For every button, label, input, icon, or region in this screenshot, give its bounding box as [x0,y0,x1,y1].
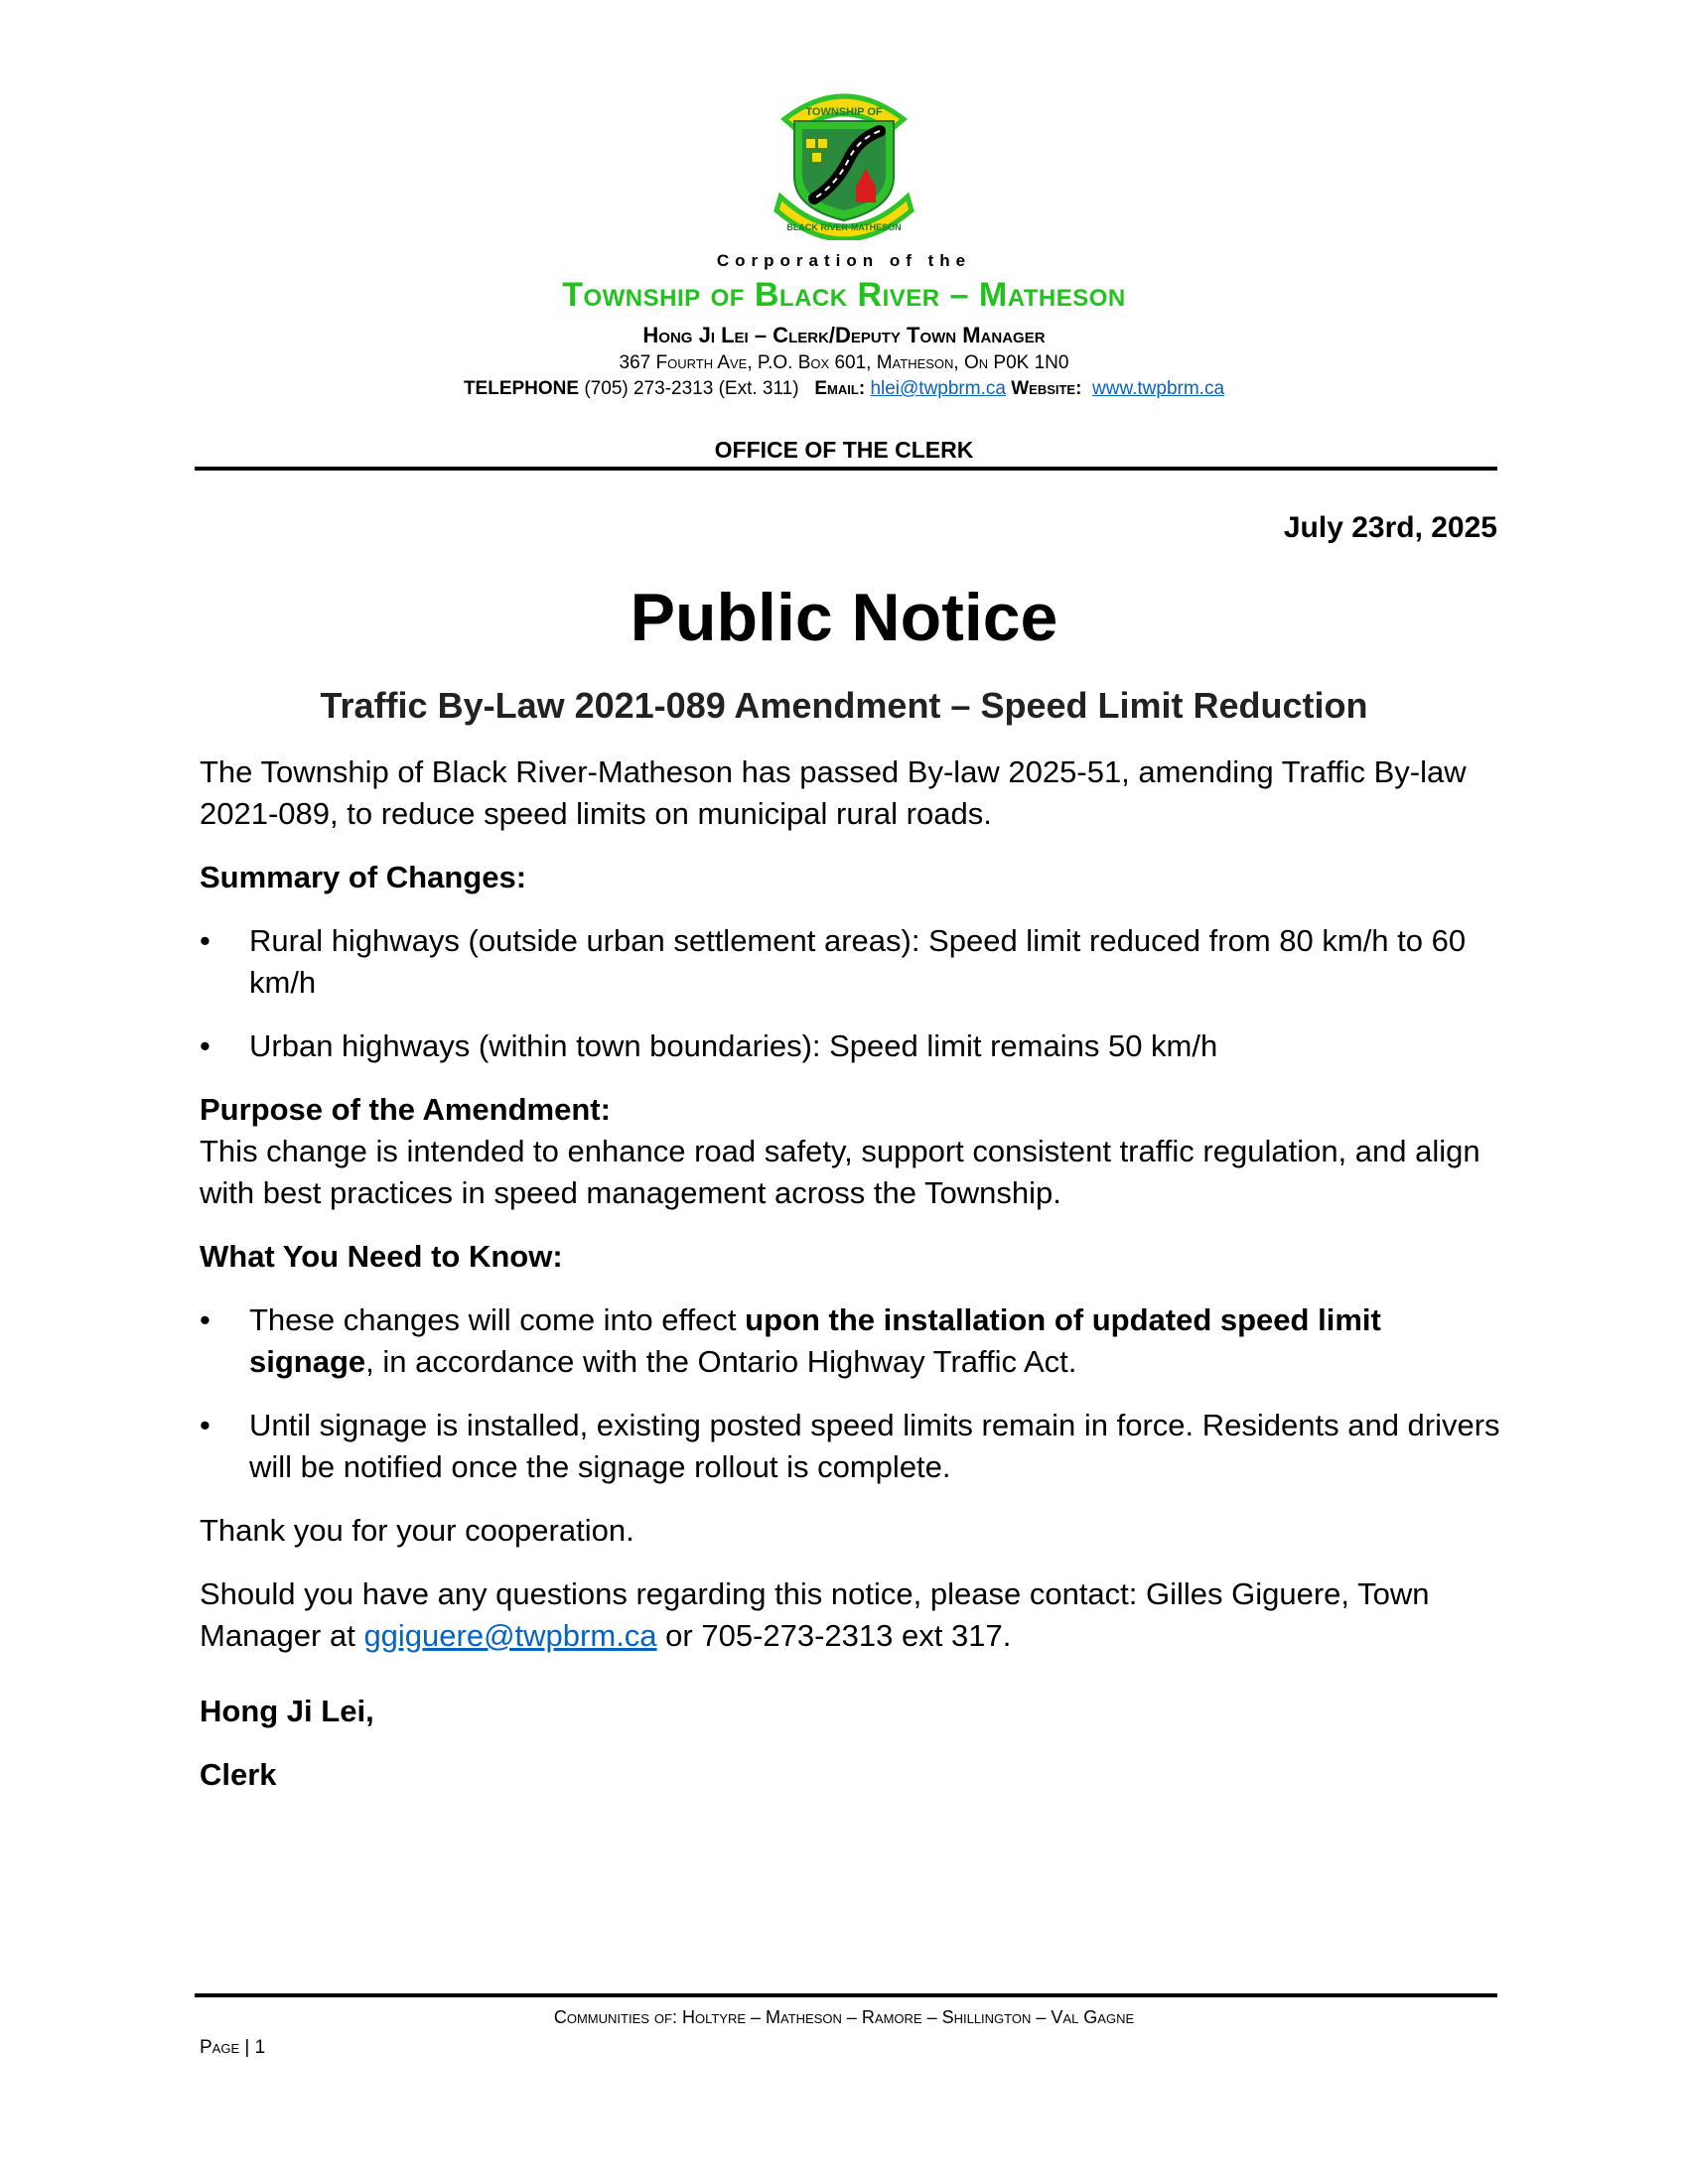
telephone-label: TELEPHONE [463,378,580,399]
township-name: Township of Black River – Matheson [562,276,1126,314]
list-item: • Rural highways (outside urban settlement areas): Speed limit reduced from 80 km/h to 60 km/h [200,920,1500,1004]
svg-text:BLACK RIVER-MATHESON: BLACK RIVER-MATHESON [786,222,902,232]
list-item: • Urban highways (within town boundaries): Speed limit remains 50 km/h [200,1025,1500,1067]
footer-divider [195,1993,1497,1997]
office-title: OFFICE OF THE CLERK [714,437,974,463]
website-label: Website: [1011,378,1082,399]
summary-list [200,920,1500,1067]
header-divider [195,467,1497,471]
email-label: Email: [814,378,866,399]
corporation-line: Corporation of the [716,251,972,270]
telephone-number: (705) 273-2313 (Ext. 311) [584,378,799,399]
bullet-icon: • [200,923,211,958]
contact-paragraph: Should you have any questions regarding this notice, please contact: Gilles Giguere, Town Manager at ggiguere@twpbrm.ca or 705-273-2313 ext 317. [200,1576,1430,1653]
page-number: Page | 1 [200,2037,266,2058]
website-link[interactable]: www.twpbrm.ca [1092,378,1225,399]
township-crest-logo [763,79,925,240]
signatory-name: Hong Ji Lei, [200,1694,374,1728]
notice-date: July 23rd, 2025 [1283,511,1497,544]
communities-line: Communities of: Holtyre – Matheson – Ramore – Shillington – Val Gagne [553,2007,1135,2027]
emphasis-text: upon the installation of updated speed limit signage [249,1302,1381,1379]
notice-body [200,751,1500,1818]
bullet-icon: • [200,1302,211,1337]
contact-email-link[interactable]: ggiguere@twpbrm.ca [363,1618,657,1653]
bullet-icon: • [200,1408,211,1442]
thanks-paragraph: Thank you for your cooperation. [200,1513,634,1548]
notice-subtitle: Traffic By-Law 2021-089 Amendment – Speed Limit Reduction [320,685,1368,726]
list-item: • Until signage is installed, existing posted speed limits remain in force. Residents and drivers will be notified once the signage rollout is complete. [200,1405,1500,1488]
bullet-icon: • [200,1028,211,1063]
mailing-address: 367 Fourth Ave, P.O. Box 601, Matheson, On P0K 1N0 [619,352,1069,373]
need-to-know-list [200,1299,1500,1488]
clerk-name-title: Hong Ji Lei – Clerk/Deputy Town Manager [642,323,1046,347]
summary-heading: Summary of Changes: [200,860,527,894]
list-item: • These changes will come into effect upon the installation of updated speed limit signage, in accordance with the Ontario Highway Traffic Act. [200,1299,1500,1383]
intro-paragraph: The Township of Black River-Matheson has passed By-law 2025-51, amending Traffic By-law 2021-089, to reduce speed limits on municipal rural roads. [200,754,1467,831]
svg-text:TOWNSHIP OF: TOWNSHIP OF [805,106,883,118]
purpose-heading: Purpose of the Amendment: [200,1092,611,1127]
signatory-title: Clerk [200,1757,277,1792]
contact-line [0,378,1688,400]
signature-block [200,1691,1500,1796]
purpose-paragraph: This change is intended to enhance road safety, support consistent traffic regulation, and align with best practices in speed management across the Township. [200,1134,1480,1210]
notice-title: Public Notice [630,580,1058,655]
need-to-know-heading: What You Need to Know: [200,1239,563,1274]
email-link[interactable]: hlei@twpbrm.ca [870,378,1006,399]
